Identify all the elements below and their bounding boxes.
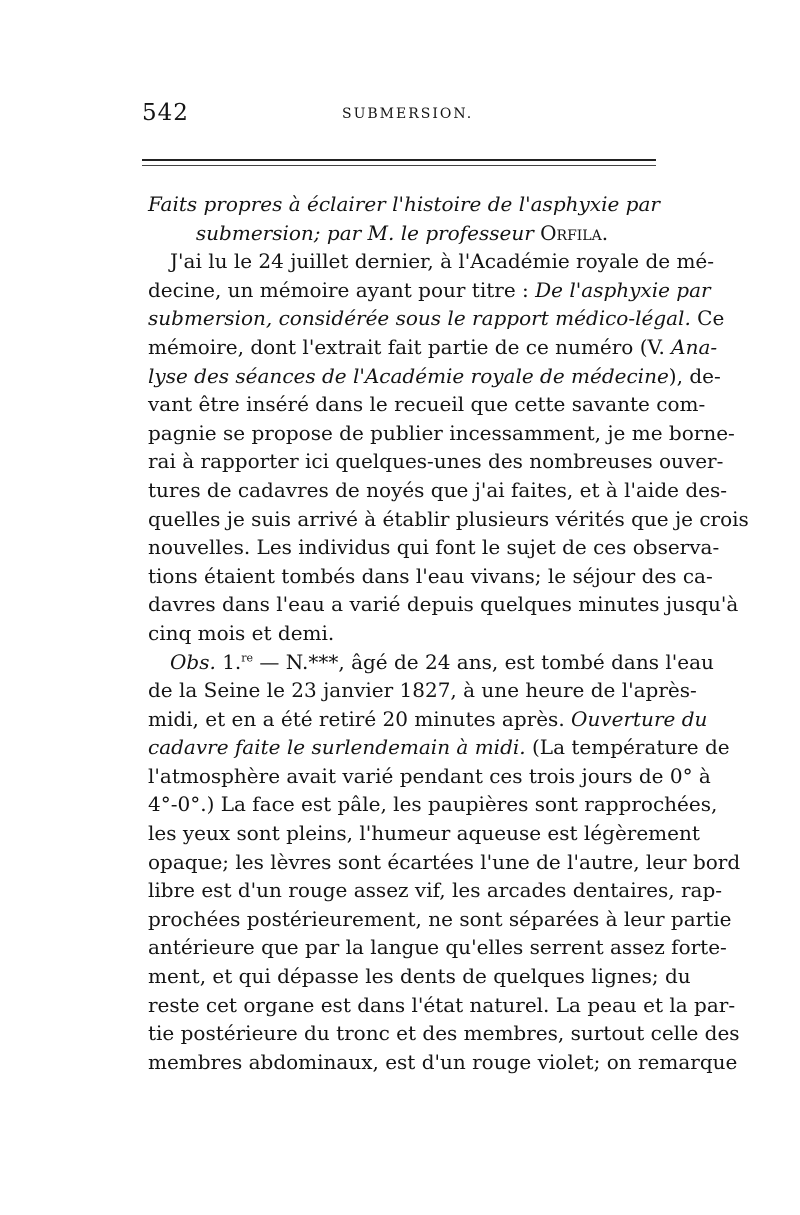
- page-header: [142, 100, 654, 130]
- paragraph-line: [148, 676, 697, 705]
- paragraph-line: [148, 848, 741, 877]
- text-run: nouvelles. Les individus qui font le sujet de ces observa-: [148, 535, 720, 560]
- paragraph-line: [148, 962, 691, 991]
- text-run: ment, et qui dépasse les dents de quelques lignes; du: [148, 964, 691, 989]
- text-run: l'atmosphère avait varié pendant ces trois jours de 0° à: [148, 763, 711, 788]
- paragraph-line: [148, 590, 739, 619]
- paragraph-line: [148, 933, 727, 962]
- paragraph-line: [148, 362, 721, 391]
- italic-run: lyse des séances de l'Académie royale de médecine: [148, 363, 669, 388]
- italic-run: submersion, considérée sous le rapport médico-légal.: [148, 306, 691, 331]
- paragraph-line: [148, 1019, 740, 1048]
- observation-superscript: re: [241, 650, 254, 664]
- paragraph-line: [148, 819, 700, 848]
- text-run: Ce: [697, 306, 725, 331]
- text-run: decine, un mémoire ayant pour titre :: [148, 277, 529, 302]
- text-run: de la Seine le 23 janvier 1827, à une heure de l'après-: [148, 678, 697, 703]
- text-run: tie postérieure du tronc et des membres, surtout celle des: [148, 1021, 740, 1046]
- observation-line: [148, 648, 714, 677]
- text-run: J'ai lu le 24 juillet dernier, à l'Académie royale de mé-: [170, 249, 715, 274]
- article-title-line-2: [148, 219, 656, 248]
- title-text-1: Faits propres à éclairer l'histoire de l'asphyxie par: [148, 192, 660, 216]
- text-run: (La température de: [532, 735, 730, 760]
- text-run: les yeux sont pleins, l'humeur aqueuse est légèrement: [148, 821, 700, 846]
- header-rule-thick: [142, 159, 656, 161]
- text-run: tions étaient tombés dans l'eau vivans; le séjour des ca-: [148, 563, 713, 588]
- text-run: vant être inséré dans le recueil que cette savante com-: [148, 392, 706, 417]
- text-run: antérieure que par la langue qu'elles serrent assez forte-: [148, 935, 727, 960]
- observation-number: 1.: [222, 649, 242, 674]
- paragraph-line: [148, 505, 749, 534]
- author-name: Orfila: [540, 220, 602, 245]
- paragraph-line: [148, 905, 732, 934]
- title-end: .: [601, 220, 609, 245]
- paragraph-line: [148, 1048, 738, 1077]
- text-run: quelles je suis arrivé à établir plusieurs vérités que je crois: [148, 506, 749, 531]
- running-head: SUBMERSION.: [342, 106, 474, 122]
- page-number: 542: [142, 100, 189, 126]
- text-run: opaque; les lèvres sont écartées l'une de l'autre, leur bord: [148, 849, 741, 874]
- text-run: tures de cadavres de noyés que j'ai faites, et à l'aide des-: [148, 477, 727, 502]
- paragraph-line: [148, 476, 727, 505]
- paragraph-line: [148, 247, 715, 276]
- text-run: midi, et en a été retiré 20 minutes après.: [148, 706, 565, 731]
- text-run: davres dans l'eau a varié depuis quelques minutes jusqu'à: [148, 592, 739, 617]
- observation-label: Obs.: [170, 649, 216, 674]
- text-run: ), de-: [668, 363, 721, 388]
- paragraph-line: [148, 991, 736, 1020]
- text-run: reste cet organe est dans l'état naturel. La peau et la par-: [148, 992, 736, 1017]
- text-run: rai à rapporter ici quelques-unes des nombreuses ouver-: [148, 449, 724, 474]
- paragraph-line: [148, 876, 723, 905]
- paragraph-line: [148, 619, 656, 648]
- text-run: libre est d'un rouge assez vif, les arcades dentaires, rap-: [148, 878, 723, 903]
- text-run: membres abdominaux, est d'un rouge violet; on remarque: [148, 1049, 738, 1074]
- paragraph-line: [148, 562, 713, 591]
- italic-run: Ana-: [671, 334, 718, 359]
- text-run: prochées postérieurement, ne sont séparées à leur partie: [148, 906, 732, 931]
- italic-run: Ouverture du: [571, 706, 708, 731]
- paragraph-line: [148, 276, 711, 305]
- paragraph-line: [148, 390, 706, 419]
- paragraph-line: [148, 790, 718, 819]
- italic-run: De l'asphyxie par: [535, 277, 711, 302]
- paragraph-line: [148, 333, 718, 362]
- text-run: cinq mois et demi.: [148, 620, 335, 645]
- paragraph-line: [148, 705, 708, 734]
- title-text-2: submersion; par M. le professeur: [195, 220, 541, 245]
- text-run: pagnie se propose de publier incessamment, je me borne-: [148, 420, 735, 445]
- italic-run: cadavre faite le surlendemain à midi.: [148, 735, 526, 760]
- text-run: — N.***, âgé de 24 ans, est tombé dans l'eau: [259, 649, 714, 674]
- paragraph-line: [148, 762, 711, 791]
- text-run: 4°-0°.) La face est pâle, les paupières sont rapprochées,: [148, 792, 718, 817]
- text-run: mémoire, dont l'extrait fait partie de ce numéro (V.: [148, 334, 665, 359]
- paragraph-line: [148, 447, 724, 476]
- paragraph-line: [148, 733, 730, 762]
- body-text: [148, 190, 749, 1076]
- header-rule-thin: [142, 165, 656, 166]
- paragraph-line: [148, 533, 720, 562]
- article-title-line-1: [148, 190, 660, 219]
- paragraph-line: [148, 304, 725, 333]
- paragraph-line: [148, 419, 735, 448]
